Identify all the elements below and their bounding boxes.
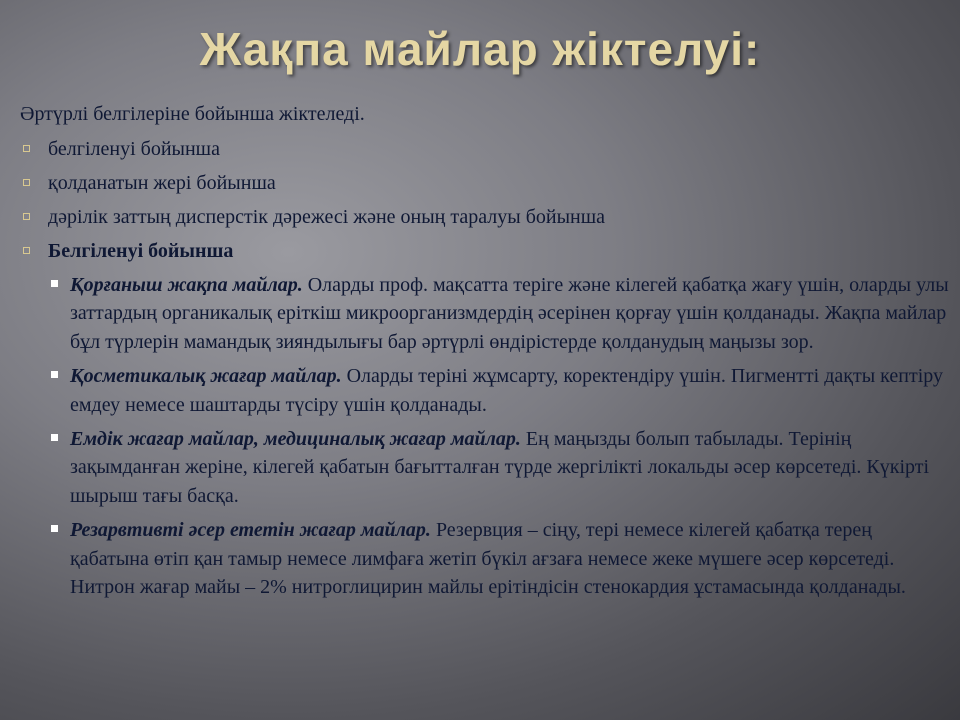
sub-item-heading: Емдік жағар майлар, медициналық жағар майлар. xyxy=(70,428,521,451)
bullet-item xyxy=(20,135,950,163)
square-bullet-icon xyxy=(51,280,58,287)
sub-item-text: Оларды проф. мақсатта теріге және кілегей қабатқа жағу үшін, оларды улы заттардың органикалық еріткіш микроорганизмдердің әсерінен қорғау үшін қолданады. Жақпа майлар бұл түрлерін мамандық зияндылығы бар әртүрлі өндірістерде қолданудың маңызы зор. xyxy=(70,274,949,353)
square-bullet-icon xyxy=(23,179,30,186)
sub-item-heading: Резарвтивті әсер ететін жағар майлар. xyxy=(70,519,431,542)
square-bullet-icon xyxy=(23,213,30,220)
bullet-item xyxy=(20,169,950,197)
sub-item-text: Резервция – сіңу, тері немесе кілегей қабатқа терең қабатына өтіп қан тамыр немесе лимфаға жетіп бүкіл ағзаға немесе жеке мүшеге әсер көрсетеді. Нитрон жағар майы – 2% нитроглицирин майлы ерітіндісін стенокардия ұстамасында қолданады. xyxy=(70,519,906,599)
sub-item-text: Оларды теріні жұмсарту, коректендіру үшін. Пигментті дақты кептіру емдеу немесе шаштарды түсіру үшін қолданады. xyxy=(70,365,943,416)
slide-title: Жақпа майлар жіктелуі: xyxy=(199,23,761,75)
sub-item-heading: Қорғаныш жақпа майлар. xyxy=(70,274,303,296)
bullet-text: белгіленуі бойынша xyxy=(48,138,220,160)
sub-item-text: Ең маңызды болып табылады. Терінің зақымданған жеріне, кілегей қабатын бағытталған түрде жергілікті локальды әсер көрсетеді. Күкірті шырыш тағы басқа. xyxy=(70,428,930,507)
square-bullet-icon xyxy=(51,371,58,378)
bullet-text: қолданатын жері бойынша xyxy=(48,172,276,194)
sub-item-heading: Қосметикалық жағар майлар. xyxy=(70,365,342,388)
square-bullet-icon xyxy=(51,434,58,441)
sub-item xyxy=(20,271,950,356)
bullet-text: Белгіленуі бойынша xyxy=(48,240,234,262)
bullet-text: дәрілік заттың дисперстік дәрежесі және оның таралуы бойынша xyxy=(48,206,606,228)
square-bullet-icon xyxy=(23,247,30,254)
square-bullet-icon xyxy=(23,145,30,152)
sub-item xyxy=(20,362,950,419)
slide-content xyxy=(20,100,950,607)
square-bullet-icon xyxy=(51,525,58,532)
sub-item xyxy=(20,425,950,510)
bullet-item xyxy=(20,203,950,231)
bullet-item-heading xyxy=(20,237,950,265)
sub-item xyxy=(20,516,950,601)
intro-text: Әртүрлі белгілеріне бойынша жіктеледі. xyxy=(20,103,365,125)
